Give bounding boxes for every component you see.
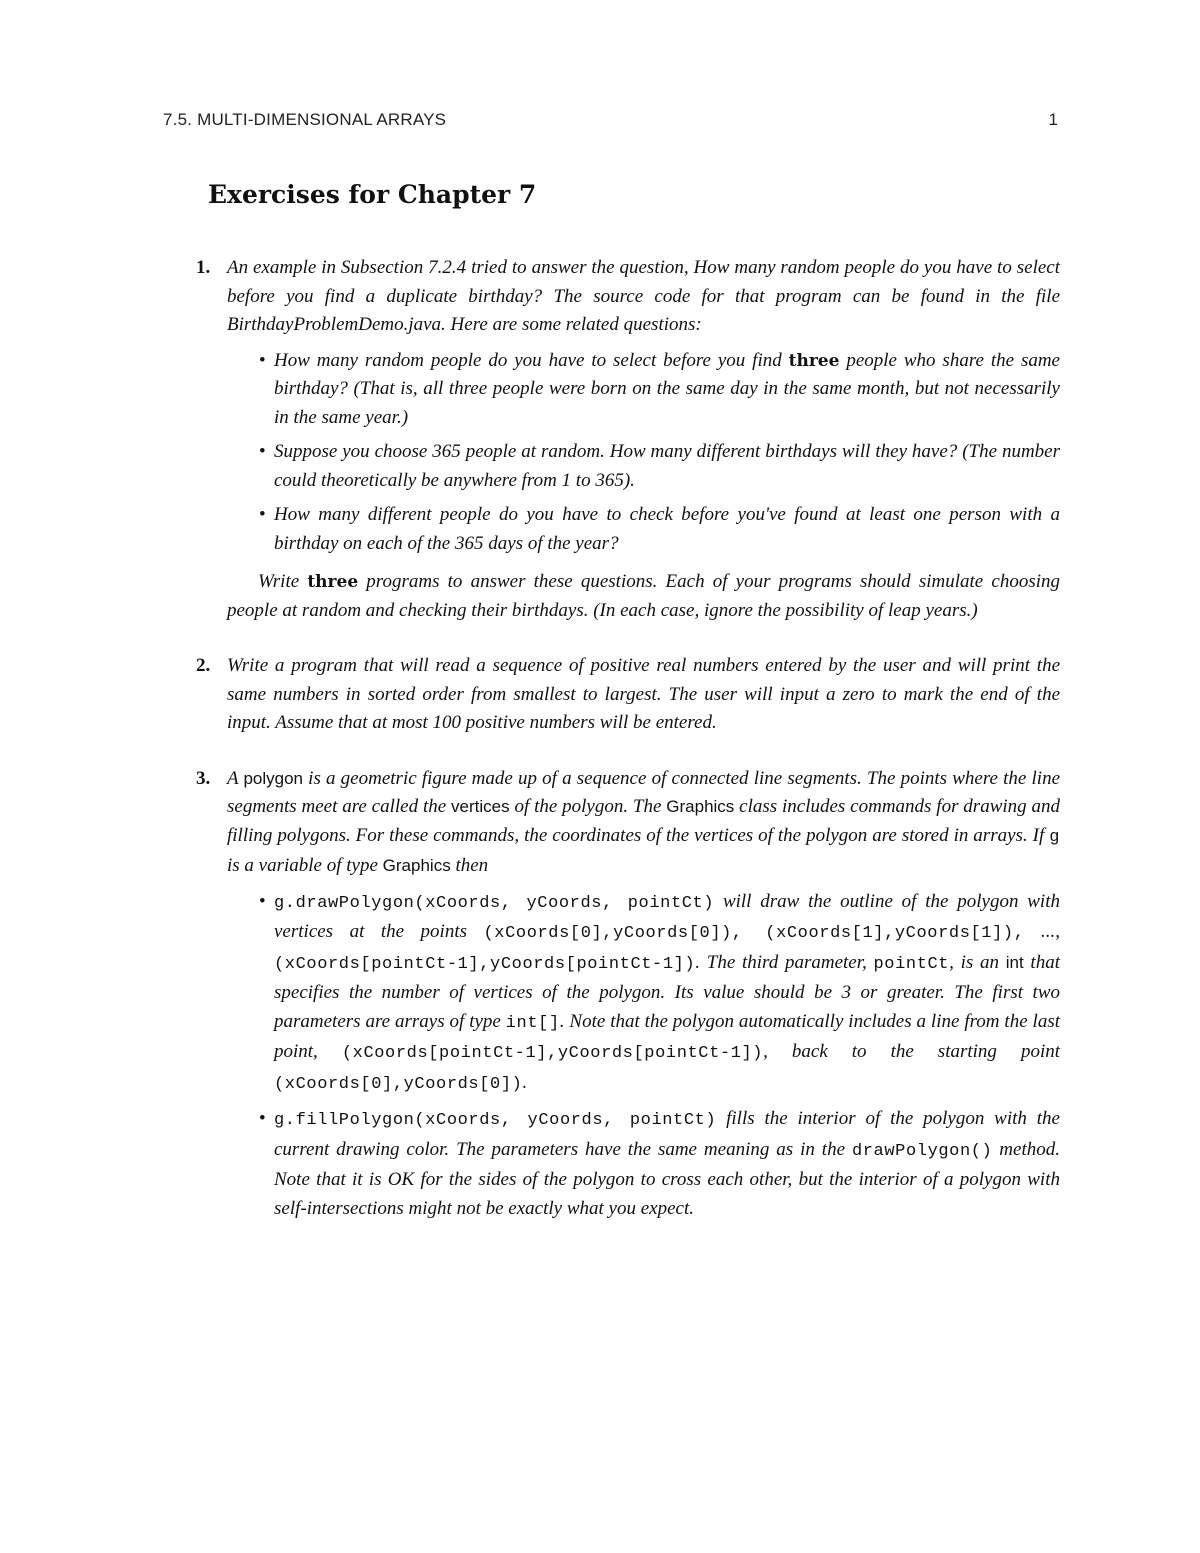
exercise-text: Write a program that will read a sequence of positive real numbers entered by the user and will print the same numbers in sorted order from smallest to largest. The user will input a zero to mark the end of the input. Assume that at most 100 positive numbers will be entered.	[227, 655, 1060, 733]
list-item: • Suppose you choose 365 people at random. How many different birthdays will they have? (The number could theoretically be anywhere from 1 to 365).	[274, 438, 1060, 495]
bullet-icon: •	[259, 504, 266, 525]
exercise-2	[196, 652, 1060, 738]
emphasis: three	[788, 350, 840, 371]
method-list	[227, 888, 1060, 1224]
bullet-icon: •	[259, 441, 266, 462]
bullet-icon: •	[259, 1108, 266, 1129]
list-item: • g.drawPolygon(xCoords, yCoords, pointCt) will draw the outline of the polygon with vertices at the points (xCoords[0],yCoords[0]), (xCoords[1],yCoords[1]), ..., (xCoords[pointCt-1],yCoords[pointCt-1]). The third parameter, pointCt, is an int that specifies the number of vertices of the polygon. Its value should be 3 or greater. The first two parameters are arrays of type int[]. Note that the polygon automatically includes a line from the last point, (xCoords[pointCt-1],yCoords[pointCt-1]), back to the starting point (xCoords[0],yCoords[0]).	[274, 888, 1060, 1100]
running-header	[163, 110, 1058, 136]
emphasis: three	[307, 572, 359, 592]
bullet-icon: •	[259, 890, 266, 912]
exercise-number: 1.	[196, 257, 211, 278]
page-number: 1	[1048, 110, 1058, 129]
exercise-intro: A polygon is a geometric figure made up of a sequence of connected line segments. The points where the line segments meet are called the vertices of the polygon. The Graphics class includes commands for drawing and filling polygons. For these commands, the coordinates of the vertices of the polygon are stored in arrays. If g is a variable of type Graphics then	[227, 767, 1061, 876]
list-item: • How many random people do you have to select before you find three people who share the same birthday? (That is, all three people were born on the same day in the same month, but not necessarily in the same year.)	[274, 347, 1060, 433]
exercise-1	[196, 254, 1060, 625]
section-title: 7.5. MULTI-DIMENSIONAL ARRAYS	[163, 110, 447, 129]
list-item: • g.fillPolygon(xCoords, yCoords, pointCt) fills the interior of the polygon with the current drawing color. The parameters have the same meaning as in the drawPolygon() method. Note that it is OK for the sides of the polygon to cross each other, but the interior of a polygon with self-intersections might not be exactly what you expect.	[274, 1105, 1060, 1223]
exercise-intro: An example in Subsection 7.2.4 tried to answer the question, How many random people do you have to select before you find a duplicate birthday? The source code for that program can be found in the file BirthdayProblemDemo.java. Here are some related questions:	[227, 257, 1060, 335]
exercise-list	[196, 254, 1060, 1250]
exercise-3	[196, 765, 1060, 1224]
question-list	[227, 347, 1060, 559]
list-item: • How many different people do you have to check before you've found at least one person with a birthday on each of the 365 days of the year?	[274, 501, 1060, 558]
exercise-number: 2.	[196, 655, 211, 676]
exercise-number: 3.	[196, 767, 211, 789]
page-title: Exercises for Chapter 7	[208, 180, 537, 209]
bullet-icon: •	[259, 349, 266, 371]
exercise-closing: Write three programs to answer these questions. Each of your programs should simulate choosing people at random and checking their birthdays. (In each case, ignore the possibility of leap years.)	[227, 571, 1060, 621]
